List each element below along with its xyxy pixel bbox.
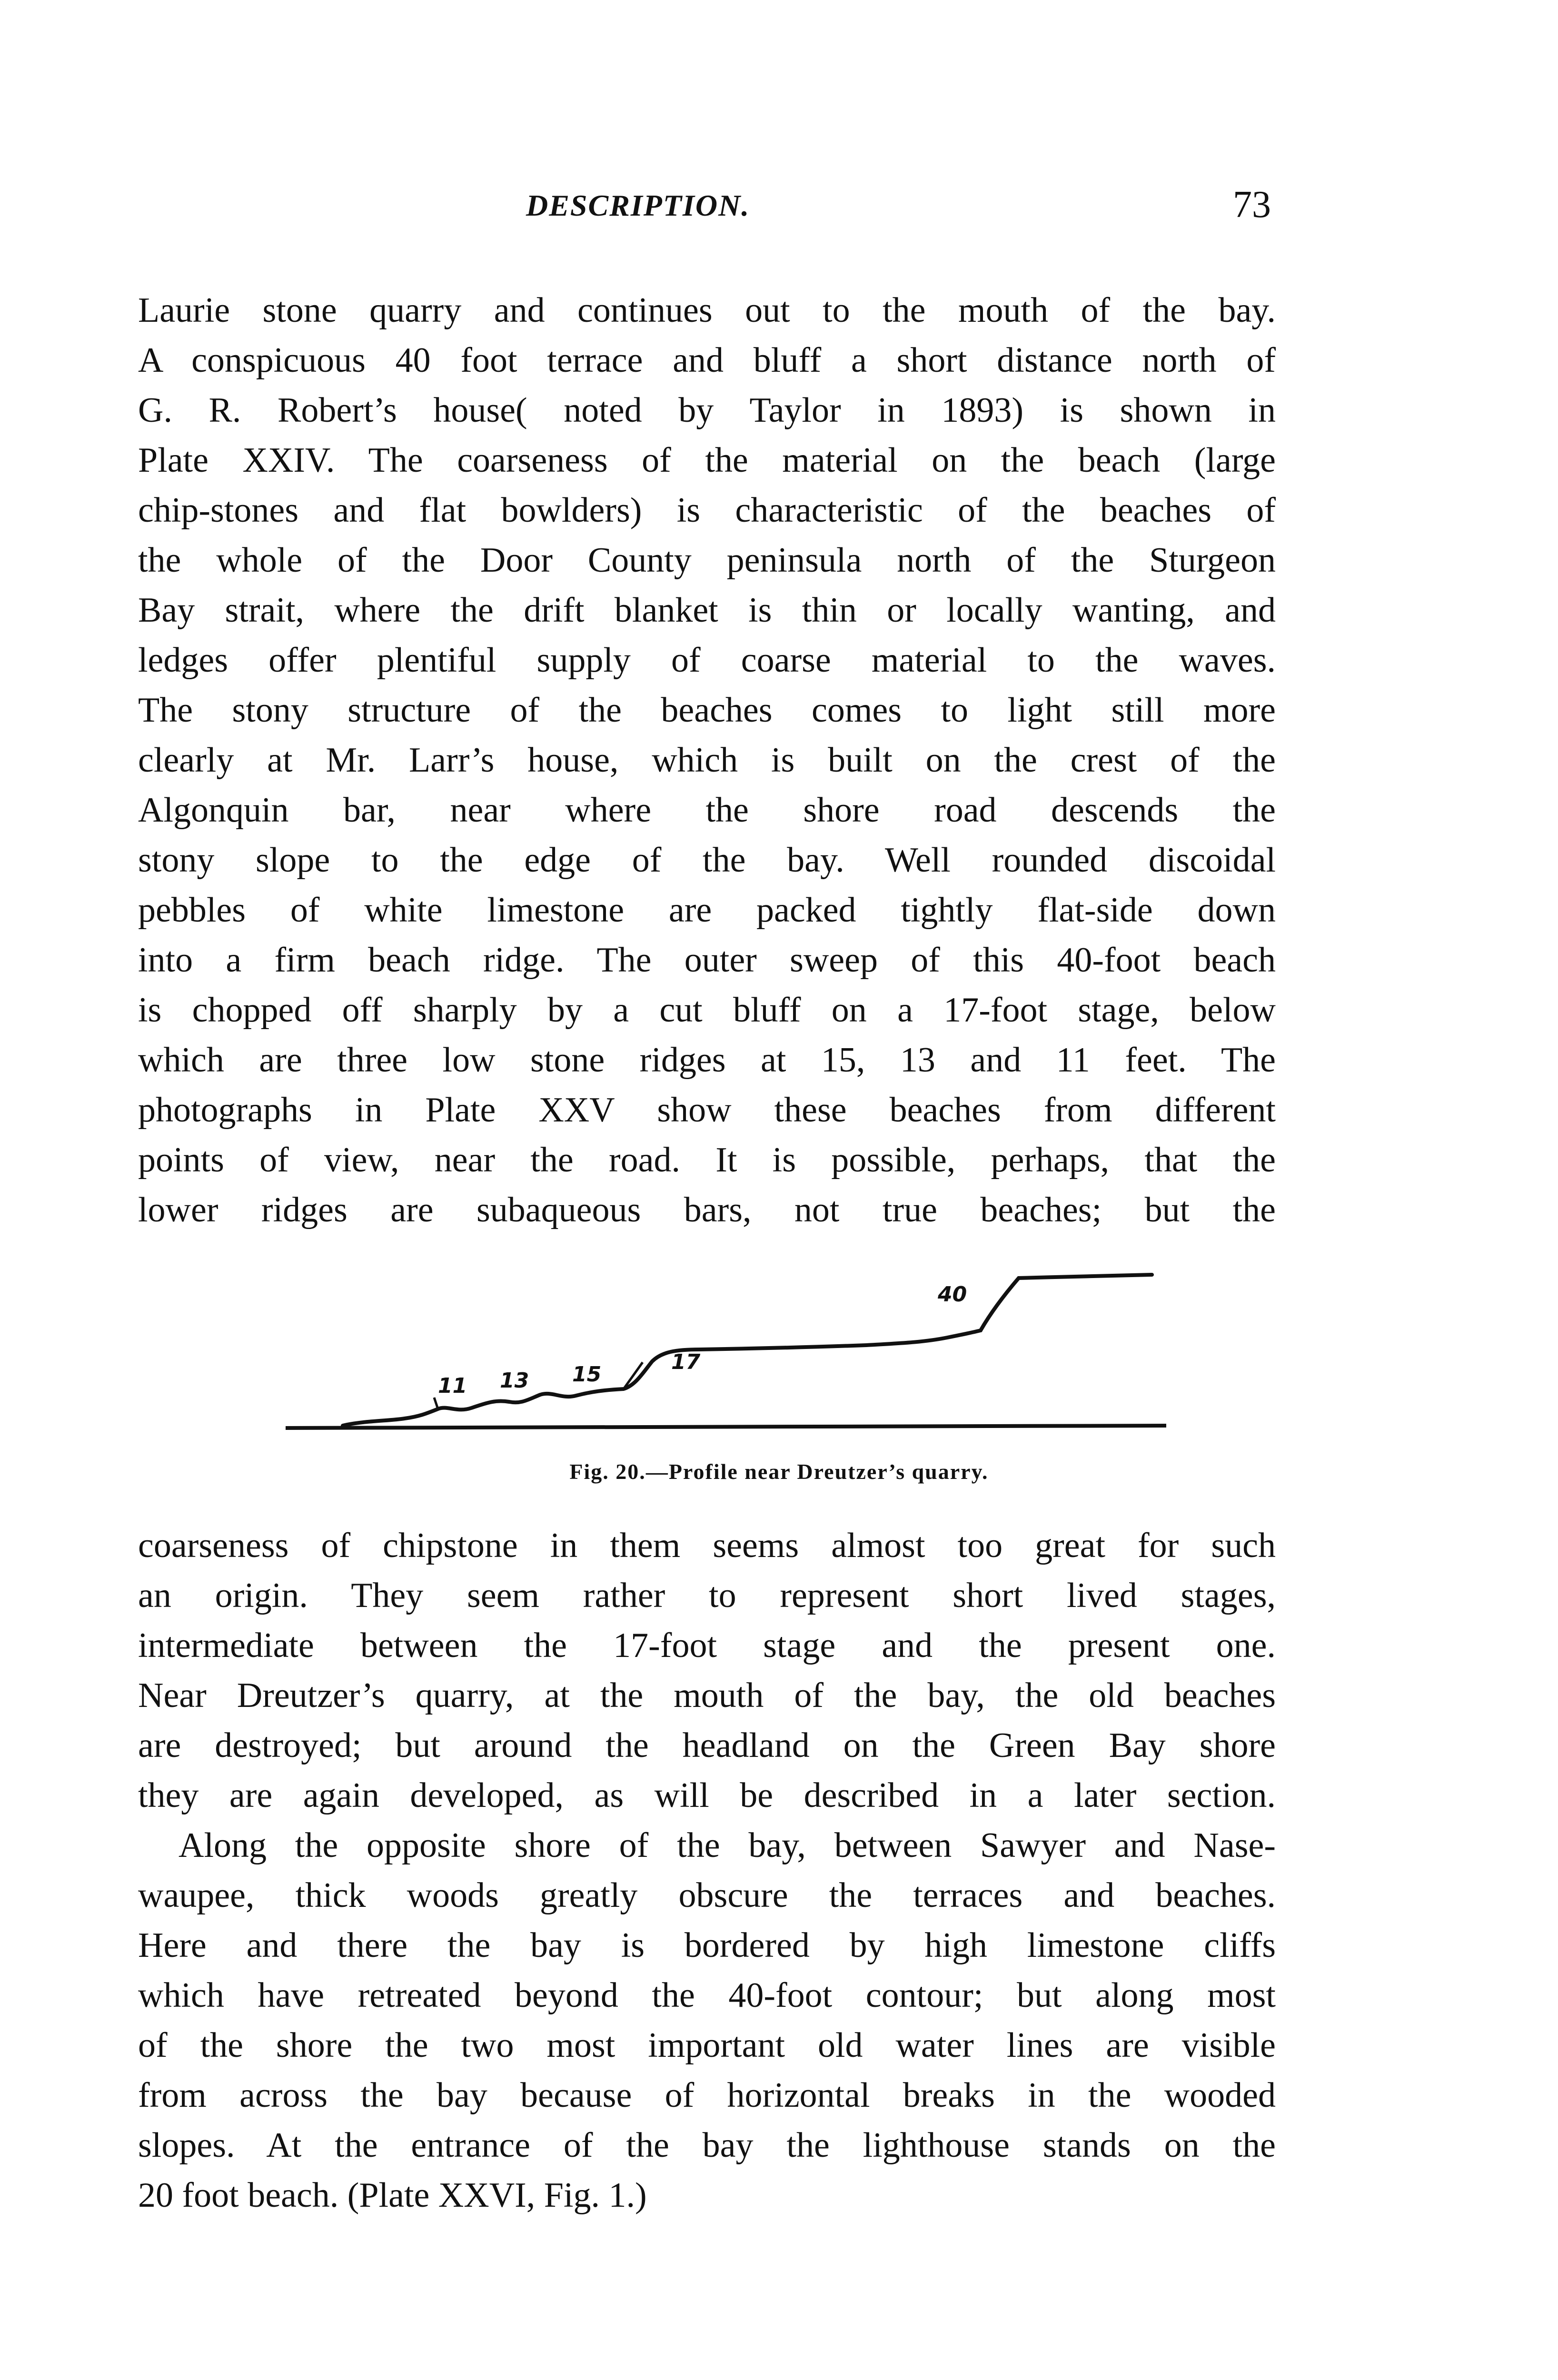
text-line: of the shore the two most important old water lines are visible: [138, 2026, 1276, 2065]
text-line: A conspicuous 40 foot terrace and bluff a short distance north of: [138, 341, 1276, 380]
figure-caption: [0, 1459, 1558, 1484]
text-line: The stony structure of the beaches comes to light still more: [138, 691, 1276, 730]
profile-figure: [281, 1257, 1233, 1461]
text-line: an origin. They seem rather to represent short lived stages,: [138, 1576, 1276, 1615]
caption-text: —Profile near Dreutzer’s quarry.: [645, 1459, 989, 1484]
paragraph-1: [138, 286, 1276, 1235]
paragraph-2: [138, 1521, 1276, 1821]
text-line: 20 foot beach. (Plate XXVI, Fig. 1.): [138, 2176, 647, 2215]
text-line: waupee, thick woods greatly obscure the terraces and beaches.: [138, 1876, 1276, 1915]
text-line: pebbles of white limestone are packed tightly flat-side down: [138, 891, 1276, 930]
running-head: [0, 183, 1558, 236]
elevation-label-11: 11: [438, 1374, 467, 1398]
elevation-label-13: 13: [500, 1368, 529, 1393]
profile-drawing: [281, 1257, 1233, 1461]
text-line: coarseness of chipstone in them seems almost too great for such: [138, 1526, 1276, 1565]
text-line: points of view, near the road. It is possible, perhaps, that the: [138, 1140, 1276, 1180]
text-line: into a firm beach ridge. The outer sweep of this 40-foot beach: [138, 941, 1276, 980]
profile-line: [343, 1275, 1152, 1426]
text-line: slopes. At the entrance of the bay the lighthouse stands on the: [138, 2126, 1276, 2165]
text-line: stony slope to the edge of the bay. Well rounded discoidal: [138, 841, 1276, 880]
ridge-11-tick: [434, 1398, 438, 1409]
baseline: [286, 1426, 1166, 1428]
paragraph-3: [138, 1821, 1276, 2221]
text-line: Bay strait, where the drift blanket is thin or locally wanting, and: [138, 591, 1276, 630]
caption-figure-number: Fig. 20.: [569, 1459, 646, 1484]
text-line: which are three low stone ridges at 15, 13 and 11 feet. The: [138, 1041, 1276, 1080]
text-line: Laurie stone quarry and continues out to the mouth of the bay.: [138, 291, 1276, 330]
text-line: Here and there the bay is bordered by high limestone cliffs: [138, 1926, 1276, 1965]
text-line: ledges offer plentiful supply of coarse material to the waves.: [138, 641, 1276, 680]
text-line: G. R. Robert’s house( noted by Taylor in 1893) is shown in: [138, 391, 1276, 430]
elevation-label-40: 40: [938, 1282, 967, 1307]
text-line: Plate XXIV. The coarseness of the material on the beach (large: [138, 441, 1276, 480]
text-line: Near Dreutzer’s quarry, at the mouth of the bay, the old beaches: [138, 1676, 1276, 1715]
text-line: is chopped off sharply by a cut bluff on a 17-foot stage, below: [138, 991, 1276, 1030]
text-line: they are again developed, as will be described in a later section.: [138, 1776, 1276, 1815]
page-number: 73: [1233, 184, 1271, 226]
text-line: intermediate between the 17-foot stage and the present one.: [138, 1626, 1276, 1665]
text-line: from across the bay because of horizontal breaks in the wooded: [138, 2076, 1276, 2115]
text-line: which have retreated beyond the 40-foot contour; but along most: [138, 1976, 1276, 2015]
elevation-label-15: 15: [572, 1362, 602, 1387]
text-line: Along the opposite shore of the bay, between Sawyer and Nase-: [179, 1826, 1276, 1865]
text-line: photographs in Plate XXV show these beaches from different: [138, 1091, 1276, 1130]
text-line: lower ridges are subaqueous bars, not true beaches; but the: [138, 1190, 1276, 1230]
text-line: Algonquin bar, near where the shore road descends the: [138, 791, 1276, 830]
text-line: are destroyed; but around the headland on the Green Bay shore: [138, 1726, 1276, 1765]
text-line: chip-stones and flat bowlders) is characteristic of the beaches of: [138, 491, 1276, 530]
running-title: DESCRIPTION.: [526, 188, 750, 222]
elevation-label-17: 17: [671, 1350, 701, 1374]
text-line: clearly at Mr. Larr’s house, which is built on the crest of the: [138, 741, 1276, 780]
text-line: the whole of the Door County peninsula north of the Sturgeon: [138, 541, 1276, 580]
